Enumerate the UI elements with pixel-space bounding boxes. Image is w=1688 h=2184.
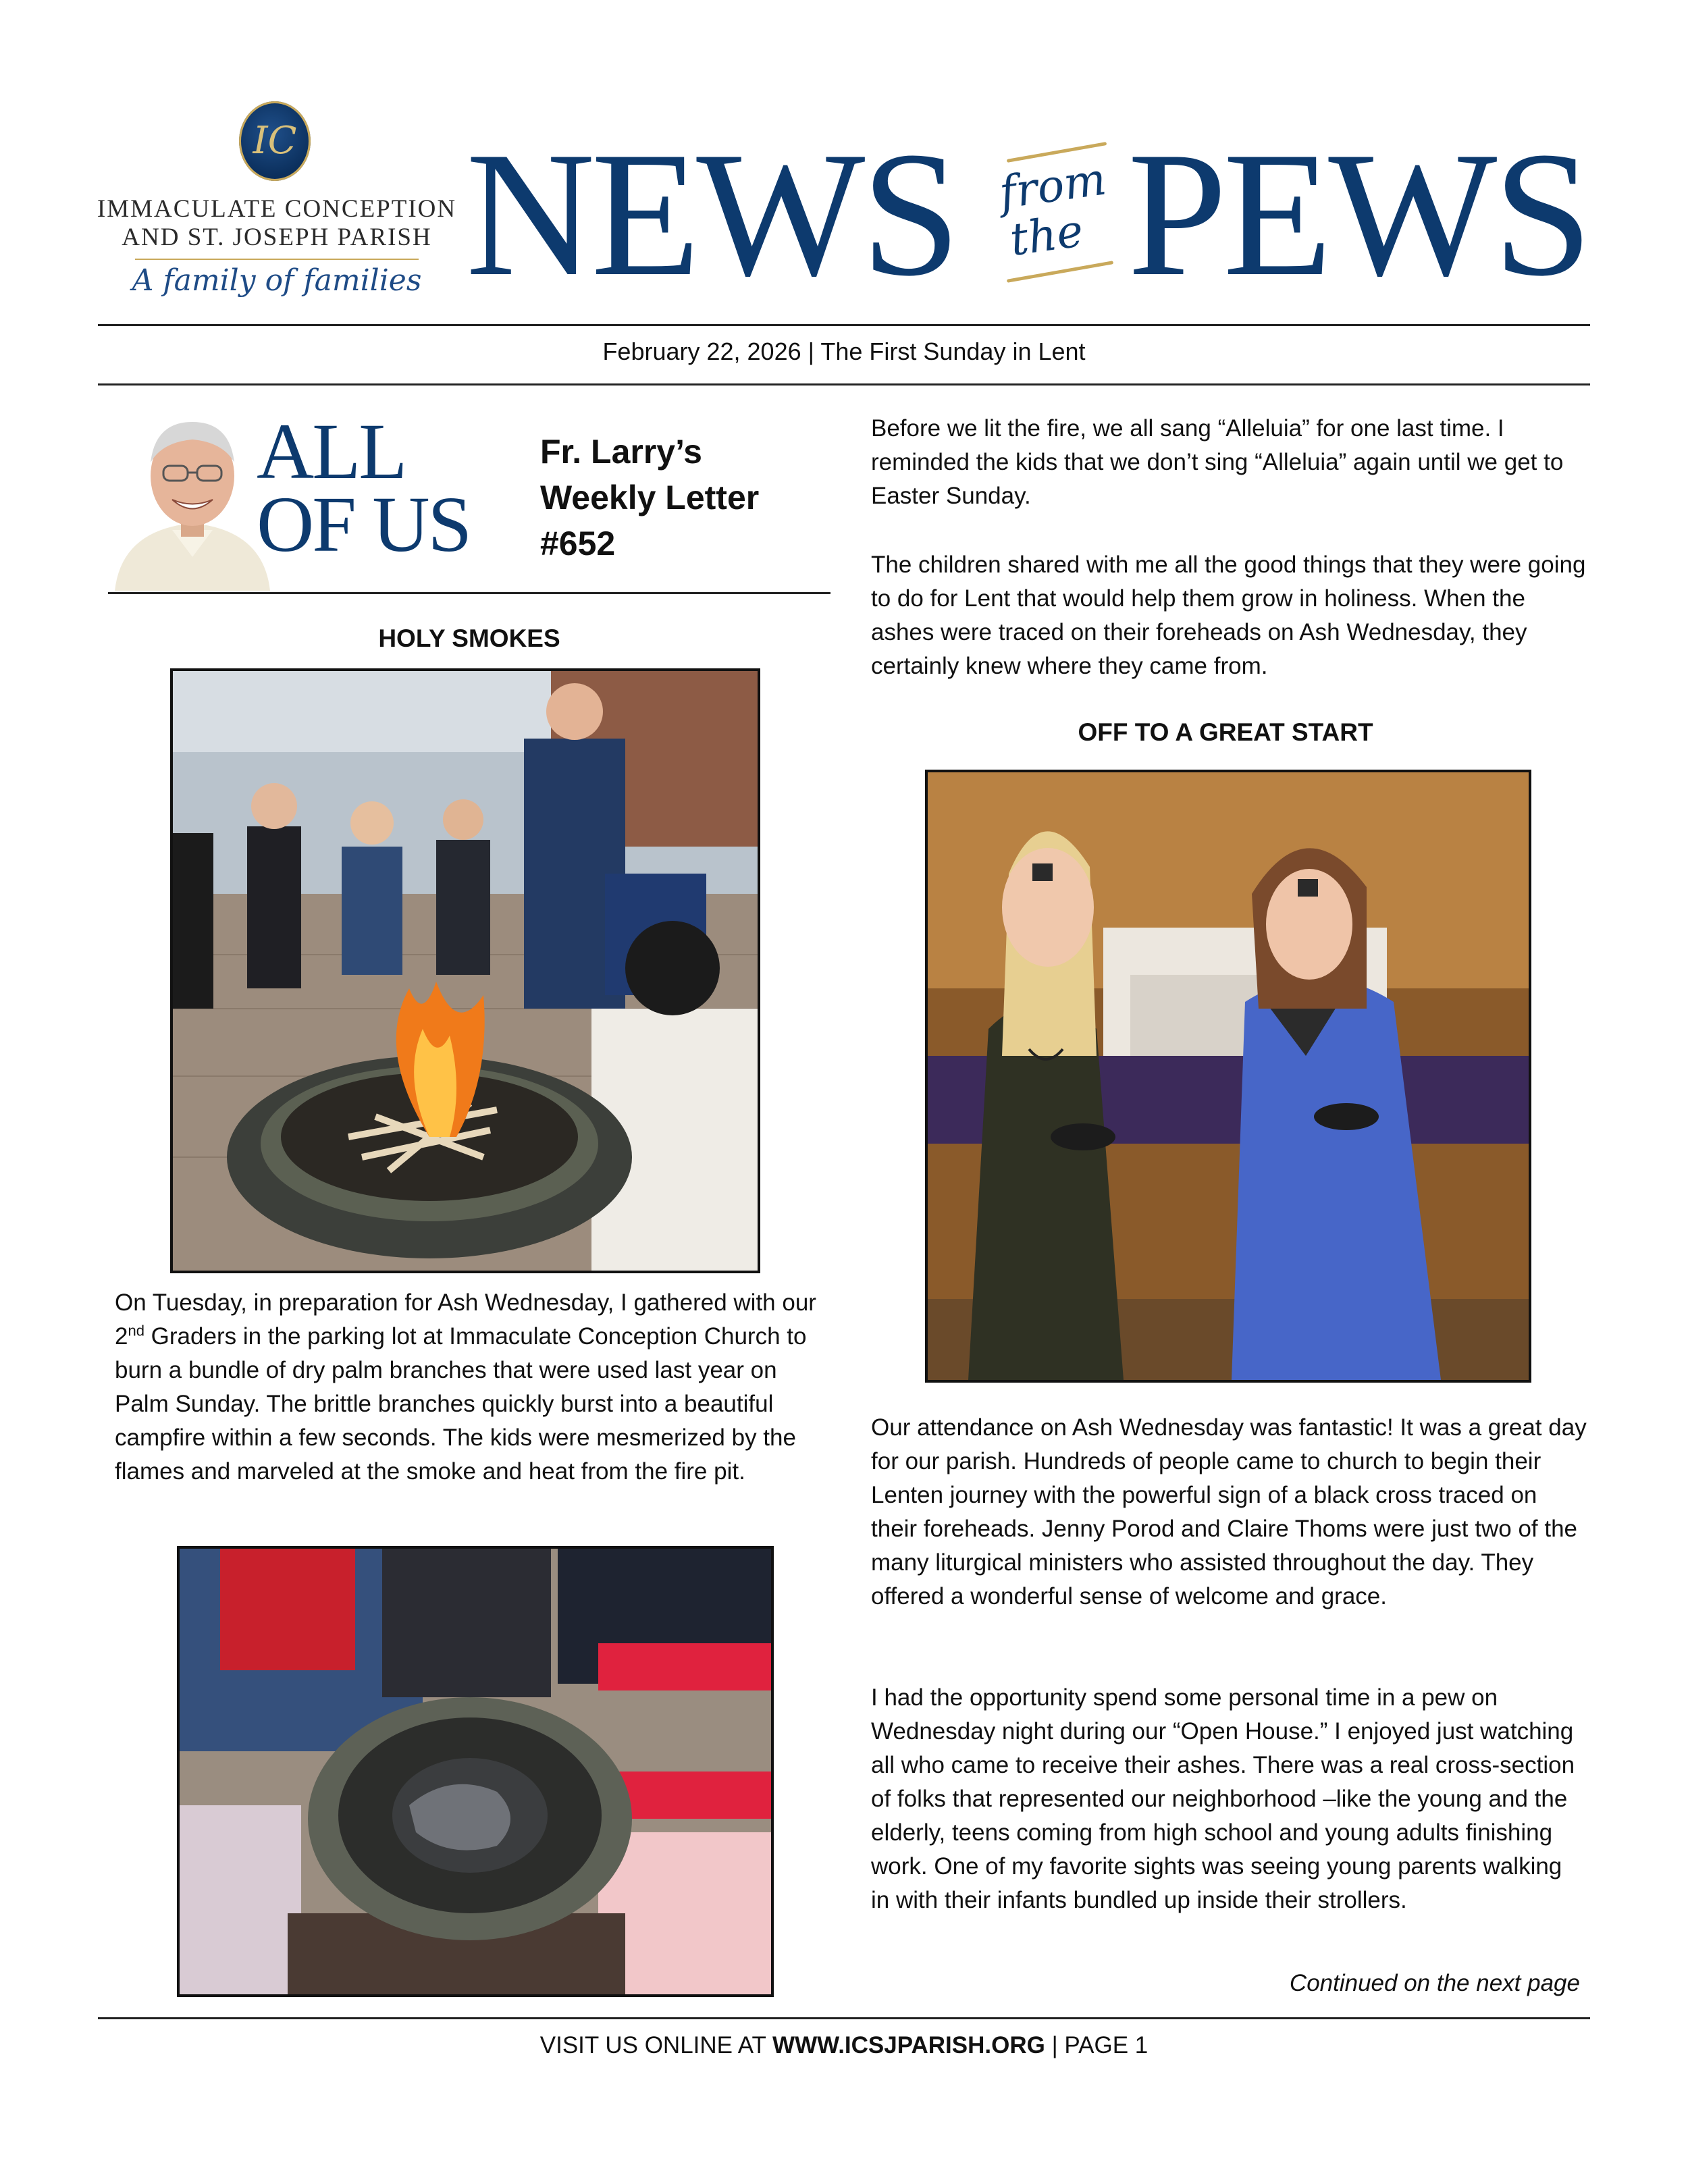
great-start-paragraph-2: I had the opportunity spend some personal time in a pew on Wednesday night during our “Open House.” I enjoyed just watching all who came to receive their ashes. There was a real cross-section of folks that represented our neighborhood –like the young and the elderly, teens coming from high school and young adults finishing work. One of my favorite sights was seeing young parents walking in with their infants bundled up inside their strollers. — [871, 1684, 1575, 1913]
continued-note: Continued on the next page — [1289, 1970, 1580, 1996]
photo-ashes-fire-pit — [177, 1546, 774, 1997]
masthead-word-pews: PEWS — [1128, 115, 1589, 313]
masthead-rule-bottom — [98, 383, 1590, 385]
parish-tagline: A family of families — [132, 263, 422, 298]
section-heading-holy-smokes: HOLY SMOKES — [378, 624, 560, 652]
parish-name-line2: AND ST. JOSEPH PARISH — [122, 223, 432, 251]
all-of-us-line2: OF US — [257, 480, 471, 568]
photo-fire-pit-children — [170, 668, 760, 1273]
right-intro-paragraph-1: Before we lit the fire, we all sang “Alleluia” for one last time. I reminded the kids that we don’t sing “Alleluia” again until we get to Easter Sunday. — [871, 415, 1564, 509]
holy-smokes-text-b: Graders in the parking lot at Immaculate Conception Church to burn a bundle of dry palm branches that were used last year on Palm Sunday. The brittle branches quickly burst into a beautiful campfire within a few seconds. The kids were mesmerized by the flames and marveled at the smoke and heat from the fire pit. — [115, 1323, 807, 1485]
masthead-rule-top — [98, 324, 1590, 326]
footer-website-link[interactable]: WWW.ICSJPARISH.ORG — [772, 2032, 1045, 2058]
holy-smokes-text-a: On Tuesday, in preparation for Ash Wednesday, I gathered with our 2 — [115, 1289, 816, 1350]
all-of-us-logo — [257, 407, 471, 568]
letter-header-rule — [108, 592, 830, 594]
holy-smokes-paragraph — [115, 1286, 830, 1489]
footer-rule — [98, 2017, 1590, 2019]
great-start-paragraph-1: Our attendance on Ash Wednesday was fantastic! It was a great day for our parish. Hundreds of people came to church to begin their Lenten journey with the powerful sign of a black cross traced on their foreheads. Jenny Porod and Claire Thoms were just two of the many liturgical ministers who assisted throughout the day. They offered a wonderful sense of welcome and grace. — [871, 1414, 1587, 1609]
letter-title: Fr. Larry’s Weekly Letter #652 — [540, 433, 760, 562]
parish-divider — [135, 259, 419, 260]
footer-prefix: VISIT US ONLINE AT — [539, 2032, 773, 2058]
right-intro-paragraph-2: The children shared with me all the good things that they were going to do for Lent that would help them grow in holiness. When the ashes were traced on their foreheads on Ash Wednesday, they certainly knew where they came from. — [871, 552, 1586, 679]
section-heading-great-start: OFF TO A GREAT START — [1078, 718, 1373, 746]
footer-page-number: | PAGE 1 — [1045, 2032, 1149, 2058]
page-footer — [98, 2032, 1590, 2059]
parish-seal-icon: IC — [239, 101, 311, 181]
parish-logo — [95, 101, 459, 311]
weekly-letter-header — [101, 388, 830, 591]
parish-name-line1: IMMACULATE CONCEPTION — [97, 195, 457, 223]
masthead-word-the: the — [1007, 204, 1086, 267]
holy-smokes-superscript: nd — [128, 1322, 144, 1339]
all-of-us-line1: ALL — [257, 407, 406, 496]
issue-date-line: February 22, 2026 | The First Sunday in Lent — [602, 338, 1086, 365]
masthead-title — [466, 115, 1600, 314]
masthead-word-from: from — [996, 153, 1109, 219]
photo-liturgical-ministers — [925, 770, 1531, 1383]
masthead-word-news: NEWS — [466, 115, 957, 313]
priest-portrait — [108, 395, 277, 591]
